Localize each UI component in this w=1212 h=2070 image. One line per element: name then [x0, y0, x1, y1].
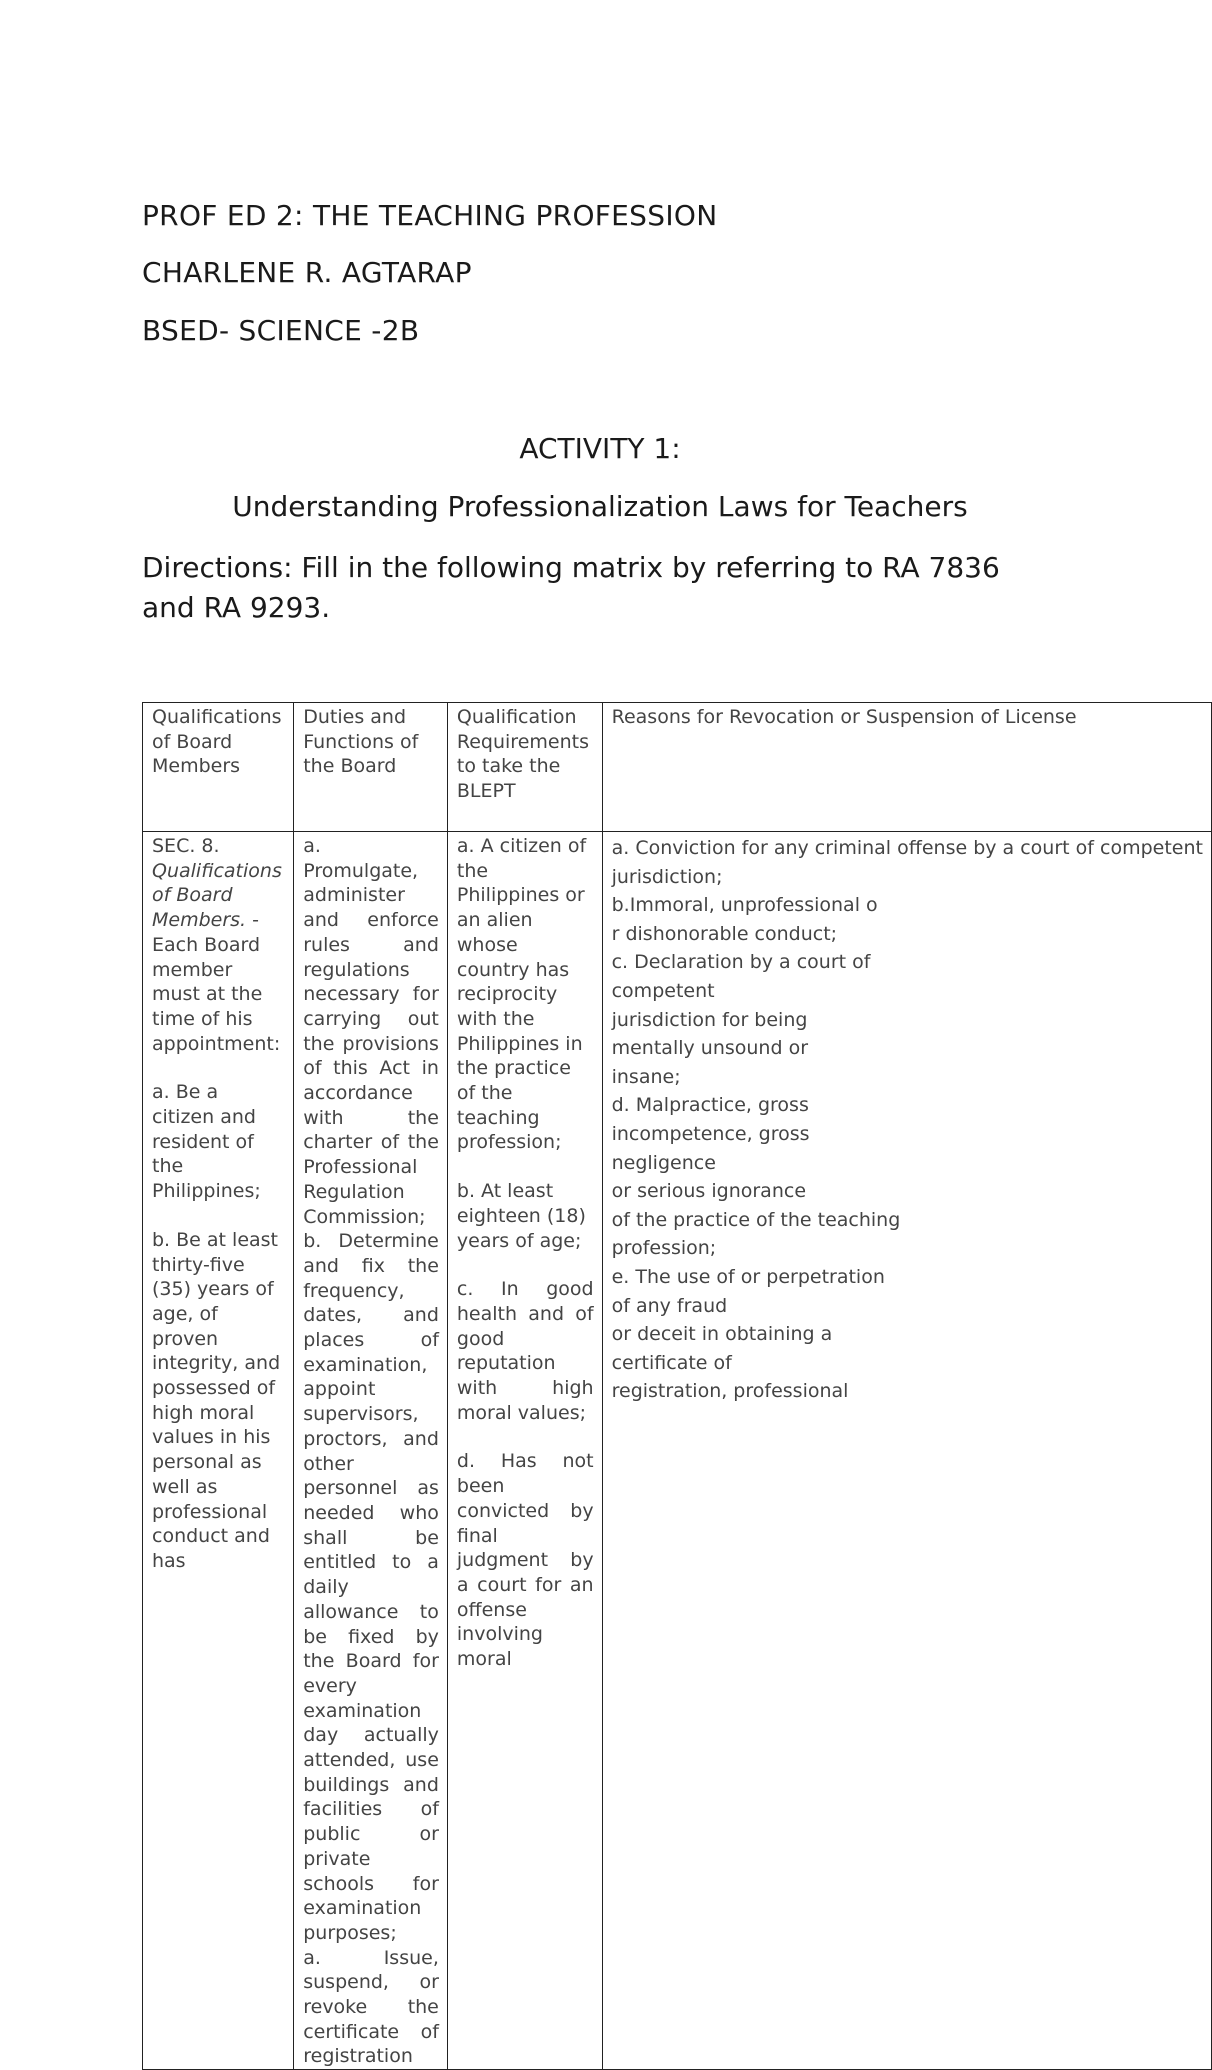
revocation-line: registration, professional	[611, 1380, 849, 1403]
revocation-line: certificate of	[611, 1351, 732, 1374]
revocation-line: d. Malpractice, gross	[611, 1094, 809, 1117]
duty-a-issue: a. Issue, suspend, or revoke the certificate of registration	[303, 1946, 439, 2068]
sec-title: Qualifications of Board Members.	[152, 859, 282, 932]
course-title: PROF ED 2: THE TEACHING PROFESSION	[142, 199, 718, 232]
revocation-line: mentally unsound or	[611, 1037, 809, 1060]
duty-b: b. Determine and fix the frequency, dates, and places of examination, appoint supervisors, proctors, and other personnel as needed who shall be entitled to a daily allowance to be fixed by the Board for every examination day actually attended, use buildings and facilities of public or private schools for examination purposes;	[303, 1230, 439, 1944]
req-c: c. In good health and of good reputation with high moral values;	[456, 1278, 594, 1424]
sec-label: SEC. 8.	[152, 835, 220, 857]
revocation-line: or serious ignorance	[611, 1180, 807, 1203]
revocation-line: incompetence, gross	[611, 1122, 810, 1145]
activity-title: ACTIVITY 1:	[519, 432, 681, 465]
header-qualifications-board: Qualifications of Board Members	[143, 703, 294, 832]
header-duties-functions: Duties and Functions of the Board	[294, 703, 448, 832]
student-name: CHARLENE R. AGTARAP	[142, 256, 472, 289]
matrix-table	[142, 702, 1212, 2070]
revocation-line: r dishonorable conduct;	[611, 922, 838, 945]
cell-qualifications-board	[143, 832, 294, 2070]
board-qual-b: b. Be at least thirty-five (35) years of age, of proven integrity, and possessed of high moral values in his personal as well as professional conduct and has	[152, 1228, 281, 1572]
req-b: b. At least eighteen (18) years of age;	[456, 1180, 586, 1252]
activity-directions: Directions: Fill in the following matrix by referring to RA 7836 and RA 9293.	[142, 551, 1000, 624]
revocation-line: insane;	[611, 1065, 681, 1088]
revocation-line: a. Conviction for any criminal offense by a court of competent	[611, 837, 1203, 859]
cell-duties-functions	[294, 832, 448, 2070]
revocation-line: jurisdiction;	[611, 865, 723, 888]
matrix-header-row	[143, 703, 1212, 832]
duty-a: a. Promulgate, administer and enforce rules and regulations necessary for carrying out the provisions of this Act in accordance with the charter of the Professional Regulation Commission;	[303, 835, 439, 1228]
revocation-line: of any fraud	[611, 1294, 728, 1317]
student-section: BSED- SCIENCE -2B	[142, 314, 420, 347]
activity-subtitle: Understanding Professionalization Laws for Teachers	[232, 490, 968, 523]
header-revocation-reasons: Reasons for Revocation or Suspension of License	[602, 703, 1211, 832]
revocation-line: competent	[611, 979, 715, 1002]
cell-blept-requirements	[447, 832, 602, 2070]
revocation-line: profession;	[611, 1237, 717, 1260]
cell-revocation-reasons	[602, 832, 1211, 2070]
revocation-line: or deceit in obtaining a	[611, 1323, 833, 1346]
revocation-line: b.Immoral, unprofessional o	[611, 894, 878, 917]
matrix-body-row	[143, 832, 1212, 2070]
revocation-line: e. The use of or perpetration	[611, 1265, 885, 1288]
matrix-container	[142, 702, 1212, 2068]
req-d: d. Has not been convicted by final judgment by a court for an offense involving moral	[456, 1450, 594, 1671]
header-blept-requirements: Qualification Requirements to take the BLEPT	[447, 703, 602, 832]
board-qual-a: a. Be a citizen and resident of the Philippines;	[152, 1081, 261, 1203]
sec-intro: - Each Board member must at the time of his appointment:	[152, 909, 281, 1055]
revocation-line: c. Declaration by a court of	[611, 951, 871, 974]
revocation-line: of the practice of the teaching	[611, 1208, 901, 1231]
req-a: a. A citizen of the Philippines or an alien whose country has reciprocity with the Philippines in the practice of the teaching profession;	[456, 835, 587, 1154]
revocation-line: jurisdiction for being	[611, 1008, 808, 1031]
revocation-line: negligence	[611, 1151, 716, 1174]
